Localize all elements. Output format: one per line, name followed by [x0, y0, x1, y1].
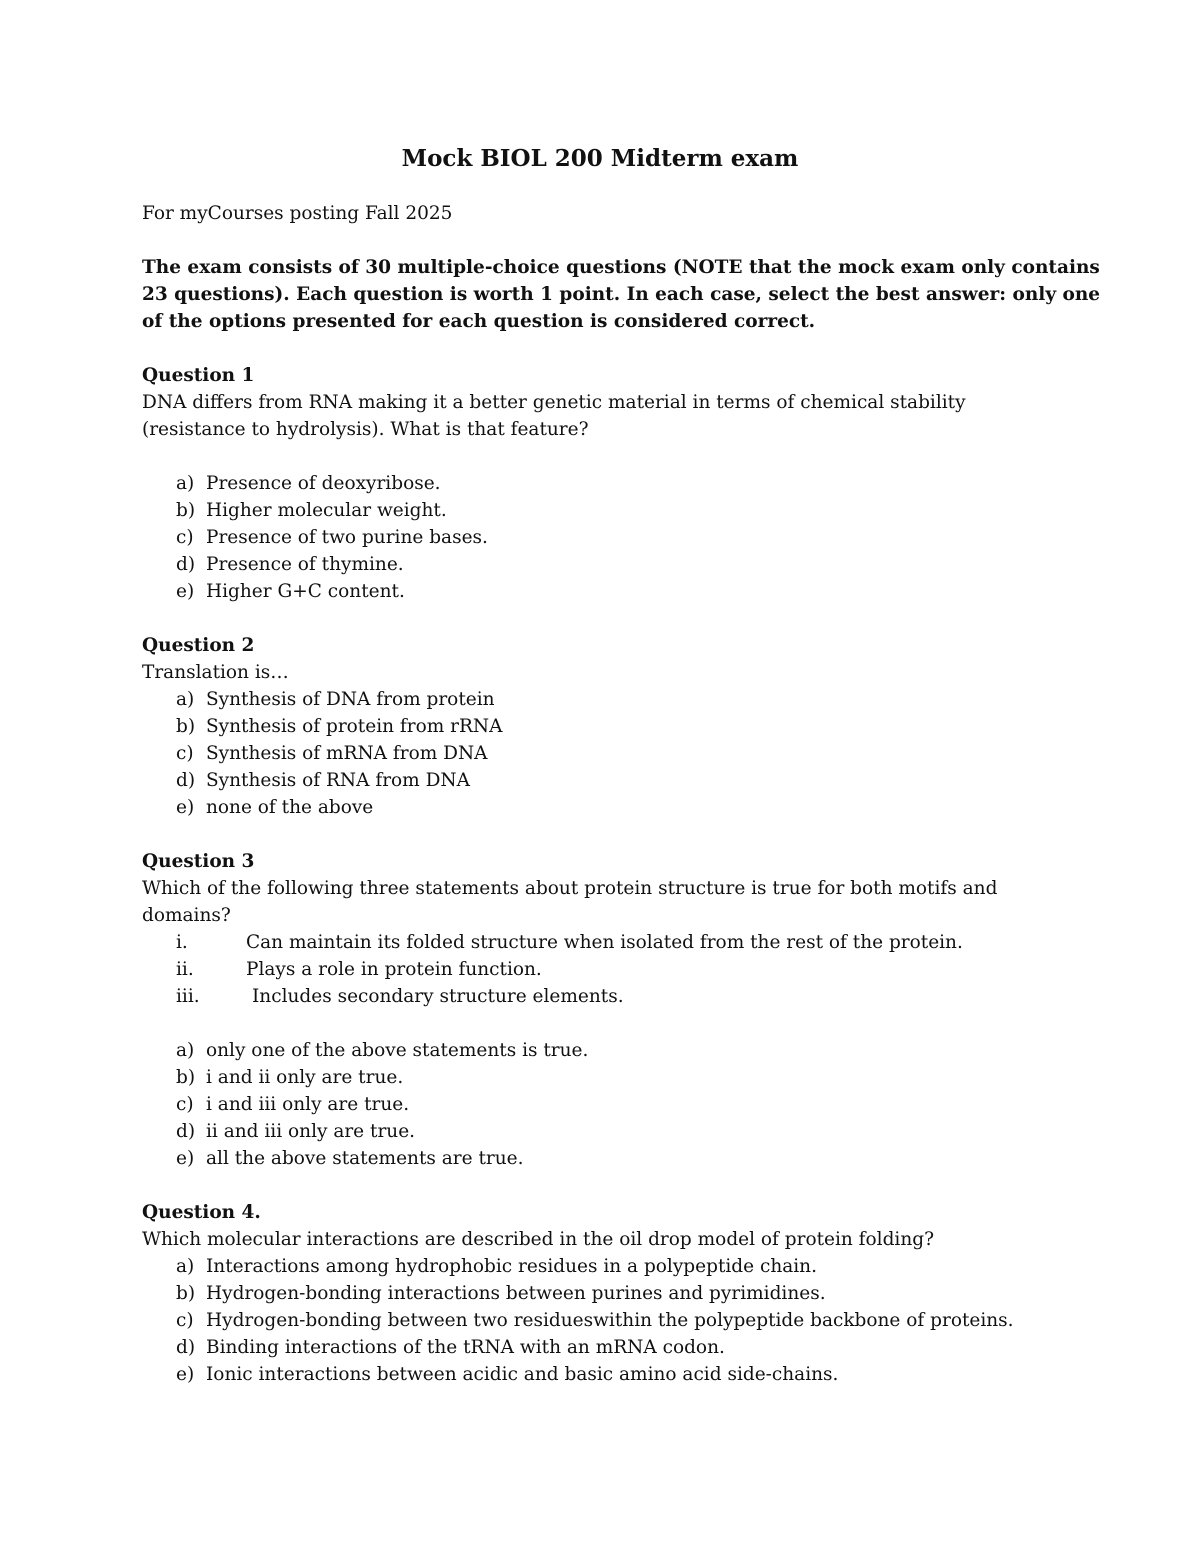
option-marker: d) — [176, 770, 196, 791]
question-3 — [142, 848, 1072, 1172]
page-title: Mock BIOL 200 Midterm exam — [401, 145, 799, 172]
question-heading: Question 4. — [142, 1202, 261, 1223]
answer-option — [142, 497, 1072, 524]
option-text: Synthesis of RNA from DNA — [206, 770, 470, 791]
question-2 — [142, 632, 1072, 821]
spacer — [142, 335, 1072, 362]
option-text: Presence of two purine bases. — [206, 527, 488, 548]
option-text: Hydrogen-bonding between two residueswithin the polypeptide backbone of proteins. — [206, 1310, 1014, 1331]
statement-text: Can maintain its folded structure when isolated from the rest of the protein. — [246, 932, 963, 953]
statement-text: Includes secondary structure elements. — [252, 986, 624, 1007]
option-text: Higher G+C content. — [206, 581, 405, 602]
option-text: Binding interactions of the tRNA with an mRNA codon. — [206, 1337, 725, 1358]
option-marker: e) — [176, 1364, 195, 1385]
option-marker: d) — [176, 1337, 196, 1358]
answer-option — [142, 1118, 1072, 1145]
option-text: Synthesis of protein from rRNA — [206, 716, 503, 737]
option-text: Presence of thymine. — [206, 554, 404, 575]
question-heading: Question 2 — [142, 635, 255, 656]
statement-marker: ii. — [176, 959, 194, 980]
option-text: Hydrogen-bonding interactions between purines and pyrimidines. — [206, 1283, 826, 1304]
exam-content — [142, 200, 1101, 1388]
answer-option — [142, 1361, 1072, 1388]
option-text: Higher molecular weight. — [206, 500, 447, 521]
option-marker: d) — [176, 554, 196, 575]
answer-option — [142, 1253, 1072, 1280]
spacer — [142, 1172, 1072, 1199]
statement-marker: iii. — [176, 986, 200, 1007]
answer-option — [142, 1307, 1072, 1334]
option-marker: b) — [176, 716, 196, 737]
question-1 — [142, 362, 1072, 605]
option-text: ii and iii only are true. — [206, 1121, 416, 1142]
question-prompt: DNA differs from RNA making it a better genetic material in terms of chemical stability — [142, 392, 966, 413]
instructions-block — [142, 254, 1101, 335]
spacer — [142, 227, 1072, 254]
option-marker: c) — [176, 1310, 194, 1331]
answer-option — [142, 1280, 1072, 1307]
option-marker: c) — [176, 1094, 194, 1115]
option-text: Presence of deoxyribose. — [206, 473, 441, 494]
option-text: Synthesis of DNA from protein — [206, 689, 495, 710]
spacer — [142, 443, 1072, 470]
answer-option — [142, 1334, 1072, 1361]
question-prompt: (resistance to hydrolysis). What is that feature? — [142, 419, 589, 440]
statement-marker: i. — [176, 932, 188, 953]
option-marker: d) — [176, 1121, 196, 1142]
question-prompt: domains? — [142, 905, 231, 926]
question-prompt: Translation is… — [142, 662, 289, 683]
answer-option — [142, 686, 1072, 713]
instructions-line: The exam consists of 30 multiple-choice questions (NOTE that the mock exam only contains — [142, 257, 1100, 278]
option-text: Interactions among hydrophobic residues in a polypeptide chain. — [206, 1256, 817, 1277]
option-text: i and iii only are true. — [206, 1094, 410, 1115]
option-marker: e) — [176, 581, 195, 602]
option-marker: c) — [176, 527, 194, 548]
posting-subtitle: For myCourses posting Fall 2025 — [142, 203, 453, 224]
answer-option — [142, 713, 1072, 740]
option-marker: b) — [176, 500, 196, 521]
statement-item — [142, 929, 1072, 956]
option-text: Ionic interactions between acidic and basic amino acid side-chains. — [206, 1364, 839, 1385]
instructions-line: 23 questions). Each question is worth 1 point. In each case, select the best answer: only one — [142, 284, 1101, 305]
answer-option — [142, 524, 1072, 551]
question-heading: Question 3 — [142, 851, 255, 872]
option-marker: a) — [176, 689, 195, 710]
answer-option — [142, 470, 1072, 497]
question-heading: Question 1 — [142, 365, 255, 386]
spacer — [142, 605, 1072, 632]
option-marker: a) — [176, 1256, 195, 1277]
option-marker: c) — [176, 743, 194, 764]
spacer — [142, 1010, 1072, 1037]
answer-option — [142, 551, 1072, 578]
option-marker: b) — [176, 1067, 196, 1088]
question-prompt: Which molecular interactions are described in the oil drop model of protein folding? — [142, 1229, 935, 1250]
option-text: i and ii only are true. — [206, 1067, 404, 1088]
option-marker: e) — [176, 797, 195, 818]
option-marker: a) — [176, 473, 195, 494]
question-prompt: Which of the following three statements about protein structure is true for both motifs and — [142, 878, 998, 899]
option-marker: e) — [176, 1148, 195, 1169]
answer-option — [142, 740, 1072, 767]
answer-option — [142, 1064, 1072, 1091]
option-text: Synthesis of mRNA from DNA — [206, 743, 488, 764]
instructions-line: of the options presented for each question is considered correct. — [142, 311, 816, 332]
option-text: none of the above — [206, 797, 374, 818]
answer-option — [142, 767, 1072, 794]
answer-option — [142, 1037, 1072, 1064]
answer-option — [142, 794, 1072, 821]
statement-item — [142, 983, 1072, 1010]
answer-option — [142, 1145, 1072, 1172]
option-text: all the above statements are true. — [206, 1148, 524, 1169]
question-4 — [142, 1199, 1072, 1388]
statement-text: Plays a role in protein function. — [246, 959, 542, 980]
statement-item — [142, 956, 1072, 983]
option-marker: b) — [176, 1283, 196, 1304]
spacer — [142, 821, 1072, 848]
answer-option — [142, 1091, 1072, 1118]
answer-option — [142, 578, 1072, 605]
option-marker: a) — [176, 1040, 195, 1061]
option-text: only one of the above statements is true. — [206, 1040, 589, 1061]
